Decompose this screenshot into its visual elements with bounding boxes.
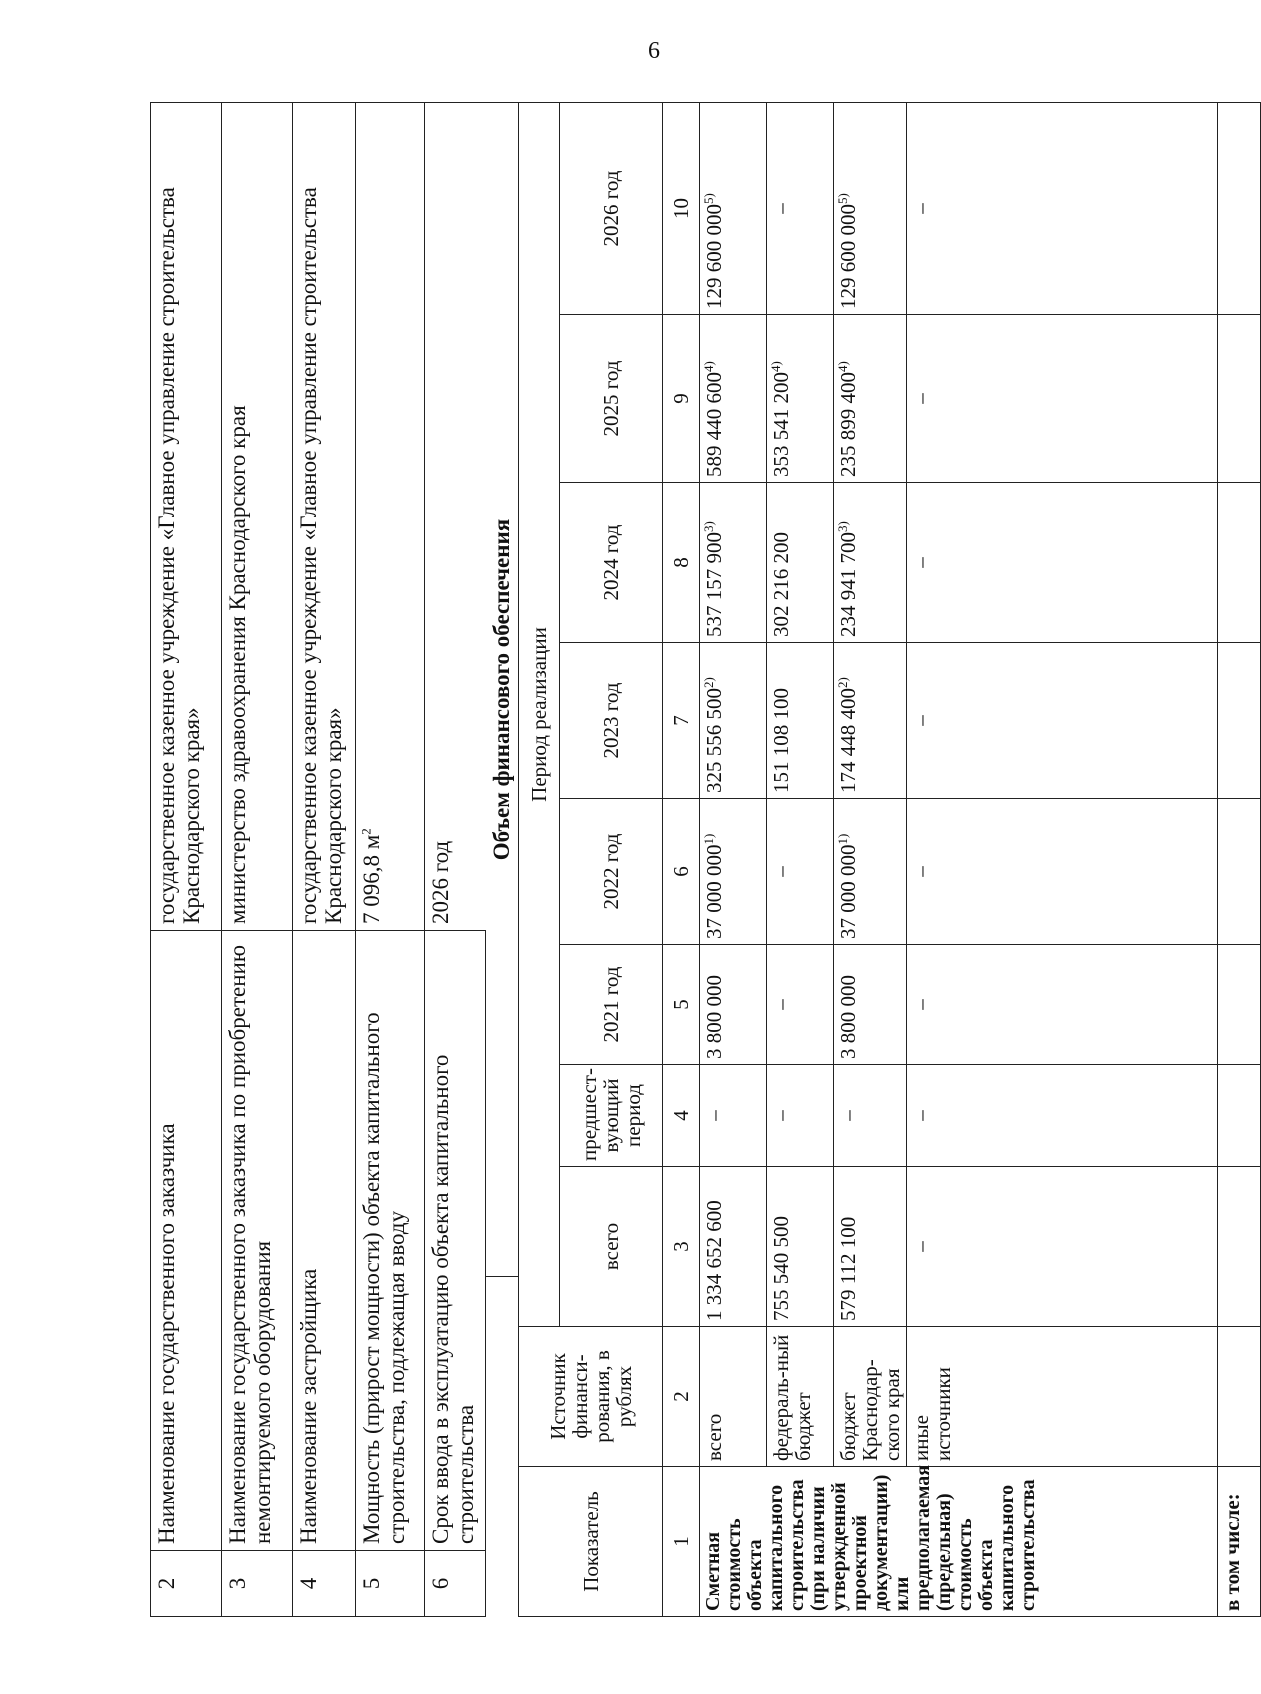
value-cell: – (700, 1065, 767, 1167)
table-row-including (1218, 103, 1261, 1617)
empty-cell (1218, 483, 1261, 643)
year-header: 2022 год (560, 799, 663, 945)
empty-cell (1218, 1327, 1261, 1467)
period-header: Период реализации (519, 103, 560, 1327)
column-number: 9 (663, 315, 700, 483)
value-cell: 353 541 200$^{4)}$ (767, 315, 834, 483)
value-cell: 579 112 100 (834, 1167, 907, 1327)
indicator-header: Показатель (519, 1467, 663, 1617)
value-cell: – (907, 315, 1218, 483)
value-cell: – (907, 945, 1218, 1065)
table-row (907, 103, 1218, 1617)
empty-cell (1218, 1065, 1261, 1167)
info-row (293, 103, 356, 1617)
column-number: 8 (663, 483, 700, 643)
info-table (150, 102, 486, 1617)
value-cell: 129 600 000$^{5)}$ (700, 103, 767, 315)
source-cell: федераль-ный бюджет (767, 1327, 834, 1467)
value-cell: 755 540 500 (767, 1167, 834, 1327)
info-label: Срок ввода в эксплуатацию объекта капитального строительства (425, 931, 486, 1551)
info-row (425, 103, 486, 1617)
value-cell: – (907, 643, 1218, 799)
power-value: 7 096,8 м (359, 834, 384, 924)
total-header: всего (560, 1167, 663, 1327)
info-value: государственное казенное учреждение «Главное управление строительства Краснодарского края» (293, 103, 356, 931)
previous-period-header: предшест-вующий период (560, 1065, 663, 1167)
value-cell: – (907, 799, 1218, 945)
value-cell: 174 448 400$^{2)}$ (834, 643, 907, 799)
info-value: министерство здравоохранения Краснодарского края (222, 103, 293, 931)
column-number: 2 (663, 1327, 700, 1467)
source-cell: бюджет Краснодар-ского края (834, 1327, 907, 1467)
value-cell: – (767, 945, 834, 1065)
empty-cell (1218, 1167, 1261, 1327)
empty-cell (1218, 643, 1261, 799)
power-unit-superscript: 2 (358, 828, 374, 835)
source-header: Источник финанси-рования, в рублях (519, 1327, 663, 1467)
empty-cell (1218, 945, 1261, 1065)
value-cell: – (767, 1065, 834, 1167)
value-cell: 537 157 900$^{3)}$ (700, 483, 767, 643)
row-number: 2 (151, 1551, 222, 1617)
value-cell: 151 108 100 (767, 643, 834, 799)
info-row (151, 103, 222, 1617)
row-number: 6 (425, 1551, 486, 1617)
info-label: Наименование застройщика (293, 931, 356, 1551)
financing-title: Объем финансового обеспечения (486, 102, 518, 1277)
info-label: Наименование государственного заказчика (151, 931, 222, 1551)
value-cell: – (767, 103, 834, 315)
value-cell: 325 556 500$^{2)}$ (700, 643, 767, 799)
financing-table (518, 102, 1261, 1617)
value-cell: 302 216 200 (767, 483, 834, 643)
value-cell: – (834, 1065, 907, 1167)
value-cell: 37 000 000$^{1)}$ (700, 799, 767, 945)
value-cell: 1 334 652 600 (700, 1167, 767, 1327)
year-header: 2025 год (560, 315, 663, 483)
including-label: в том числе: (1218, 1467, 1261, 1617)
column-number: 10 (663, 103, 700, 315)
table-row (767, 103, 834, 1617)
column-number: 6 (663, 799, 700, 945)
year-header: 2021 год (560, 945, 663, 1065)
row-number: 3 (222, 1551, 293, 1617)
column-number: 5 (663, 945, 700, 1065)
column-number-row (663, 103, 700, 1617)
value-cell: 234 941 700$^{3)}$ (834, 483, 907, 643)
value-cell: – (767, 799, 834, 945)
table-row (700, 103, 767, 1617)
source-cell: всего (700, 1327, 767, 1467)
year-header: 2026 год (560, 103, 663, 315)
value-cell: 589 440 600$^{4)}$ (700, 315, 767, 483)
info-value (356, 103, 425, 931)
info-row (356, 103, 425, 1617)
column-number: 1 (663, 1467, 700, 1617)
rotated-content (150, 102, 1244, 1617)
info-value: государственное казенное учреждение «Главное управление строительства Краснодарского края» (151, 103, 222, 931)
indicator-cell: Сметная стоимость объекта капитального строительства (при наличии утвержденной проектной документации) или предполагаемая (предельная) стоимость объекта капитального строительства (700, 1467, 1218, 1617)
year-header: 2023 год (560, 643, 663, 799)
empty-cell (1218, 315, 1261, 483)
value-cell: 129 600 000$^{5)}$ (834, 103, 907, 315)
value-cell: – (907, 103, 1218, 315)
column-number: 3 (663, 1167, 700, 1327)
info-label: Мощность (прирост мощности) объекта капитального строительства, подлежащая вводу (356, 931, 425, 1551)
value-cell: 37 000 000$^{1)}$ (834, 799, 907, 945)
empty-cell (1218, 799, 1261, 945)
info-value: 2026 год (425, 103, 486, 931)
year-header: 2024 год (560, 483, 663, 643)
value-cell: 3 800 000 (700, 945, 767, 1065)
page-number: 6 (648, 38, 660, 64)
column-number: 7 (663, 643, 700, 799)
header-row (519, 103, 560, 1617)
row-number: 4 (293, 1551, 356, 1617)
column-number: 4 (663, 1065, 700, 1167)
source-cell: иные источники (907, 1327, 1218, 1467)
info-row (222, 103, 293, 1617)
value-cell: – (907, 483, 1218, 643)
info-label: Наименование государственного заказчика по приобретению немонтируемого оборудования (222, 931, 293, 1551)
row-number: 5 (356, 1551, 425, 1617)
value-cell: 235 899 400$^{4)}$ (834, 315, 907, 483)
value-cell: 3 800 000 (834, 945, 907, 1065)
empty-cell (1218, 103, 1261, 315)
value-cell: – (907, 1065, 1218, 1167)
value-cell: – (907, 1167, 1218, 1327)
table-row (834, 103, 907, 1617)
